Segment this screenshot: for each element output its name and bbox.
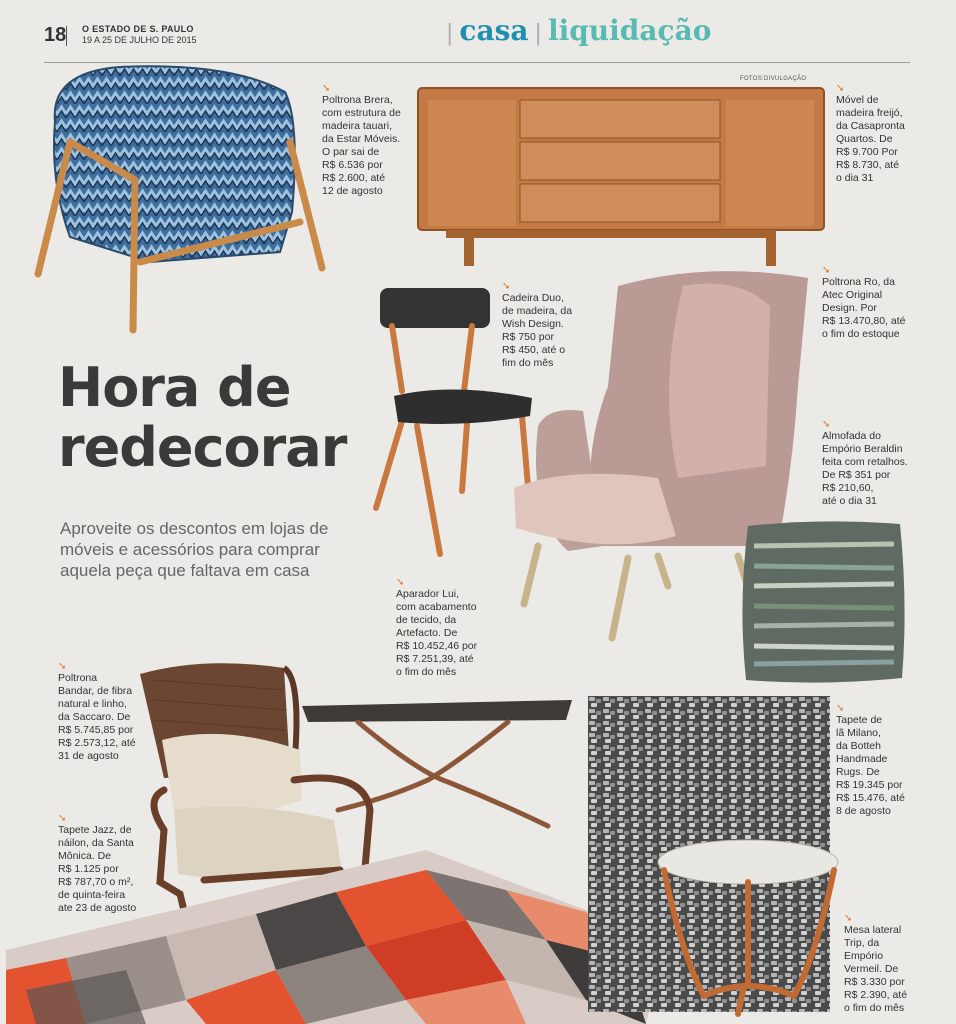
arrow-icon: ➘ (396, 577, 405, 588)
issue-date: 19 A 25 DE JULHO DE 2015 (82, 35, 197, 45)
arrow-icon: ➘ (322, 83, 331, 94)
page-number: 18 (44, 24, 67, 46)
caption-poltrona-ro: ➘ Poltrona Ro, da Atec Original Design. Por R$ 13.470,80, até o fim do estoque (822, 265, 906, 340)
caption-poltrona-bandar: ➘ Poltrona Bandar, de fibra natural e linho, da Saccaro. De R$ 5.745,85 por R$ 2.573,12, até 31 de agosto (58, 661, 136, 762)
section-casa: casa (459, 14, 529, 47)
section-liquidacao: liquidação (547, 14, 712, 47)
intro-text: Aproveite os descontos em lojas de móveis e acessórios para comprar aquela peça que faltava em casa (60, 519, 329, 580)
arrow-icon: ➘ (836, 83, 845, 94)
sideboard-image (416, 86, 826, 268)
arrow-icon: ➘ (58, 661, 67, 672)
divider (66, 26, 67, 46)
divider: | (446, 21, 454, 46)
arrow-icon: ➘ (836, 703, 845, 714)
caption-cadeira-duo: ➘ Cadeira Duo, de madeira, da Wish Design. R$ 750 por R$ 450, até o fim do mês (502, 281, 573, 369)
caption-tapete-jazz: ➘ Tapete Jazz, de náilon, da Santa Mônica. De R$ 1.125 por R$ 787,70 o m², de quinta-feira ate 23 de agosto (58, 813, 137, 914)
caption-mesa-trip: ➘ Mesa lateral Trip, da Empório Vermeil. De R$ 3.330 por R$ 2.390, até o fim do mês (844, 913, 908, 1014)
arrow-icon: ➘ (844, 913, 853, 924)
newspaper-name: O ESTADO DE S. PAULO (82, 24, 194, 34)
photo-credit: FOTOS:DIVULGAÇÃO (740, 76, 807, 82)
caption-tapete-milano: ➘ Tapete de lã Milano, da Botteh Handmade Rugs. De R$ 19.345 por R$ 15.476, até 8 de agosto (836, 703, 905, 817)
caption-movel-freijo: ➘ Móvel de madeira freijó, da Casapronta Quartos. De R$ 9.700 Por R$ 8.730, até o dia 31 (836, 83, 905, 184)
side-table-trip-image (654, 836, 844, 1020)
armchair-brera-image (30, 62, 330, 334)
masthead (82, 24, 197, 46)
cushion-image (740, 520, 908, 686)
arrow-icon: ➘ (502, 281, 511, 292)
headline: Hora de redecorar (58, 356, 347, 479)
section-title (440, 14, 711, 47)
caption-almofada: ➘ Almofada do Empório Beraldin feita com retalhos. De R$ 351 por R$ 210,60, até o dia 31 (822, 419, 908, 507)
caption-aparador-lui: ➘ Aparador Lui, com acabamento de tecido, da Artefacto. De R$ 10.452,46 por R$ 7.251,39, até o fim do mês (396, 577, 478, 678)
arrow-icon: ➘ (58, 813, 67, 824)
arrow-icon: ➘ (822, 265, 831, 276)
caption-poltrona-brera: ➘ Poltrona Brera, com estrutura de madeira tauari, da Estar Móveis. O par sai de R$ 6.536 por R$ 2.600, até 12 de agosto (322, 83, 401, 197)
arrow-icon: ➘ (822, 419, 831, 430)
divider: | (534, 21, 542, 46)
